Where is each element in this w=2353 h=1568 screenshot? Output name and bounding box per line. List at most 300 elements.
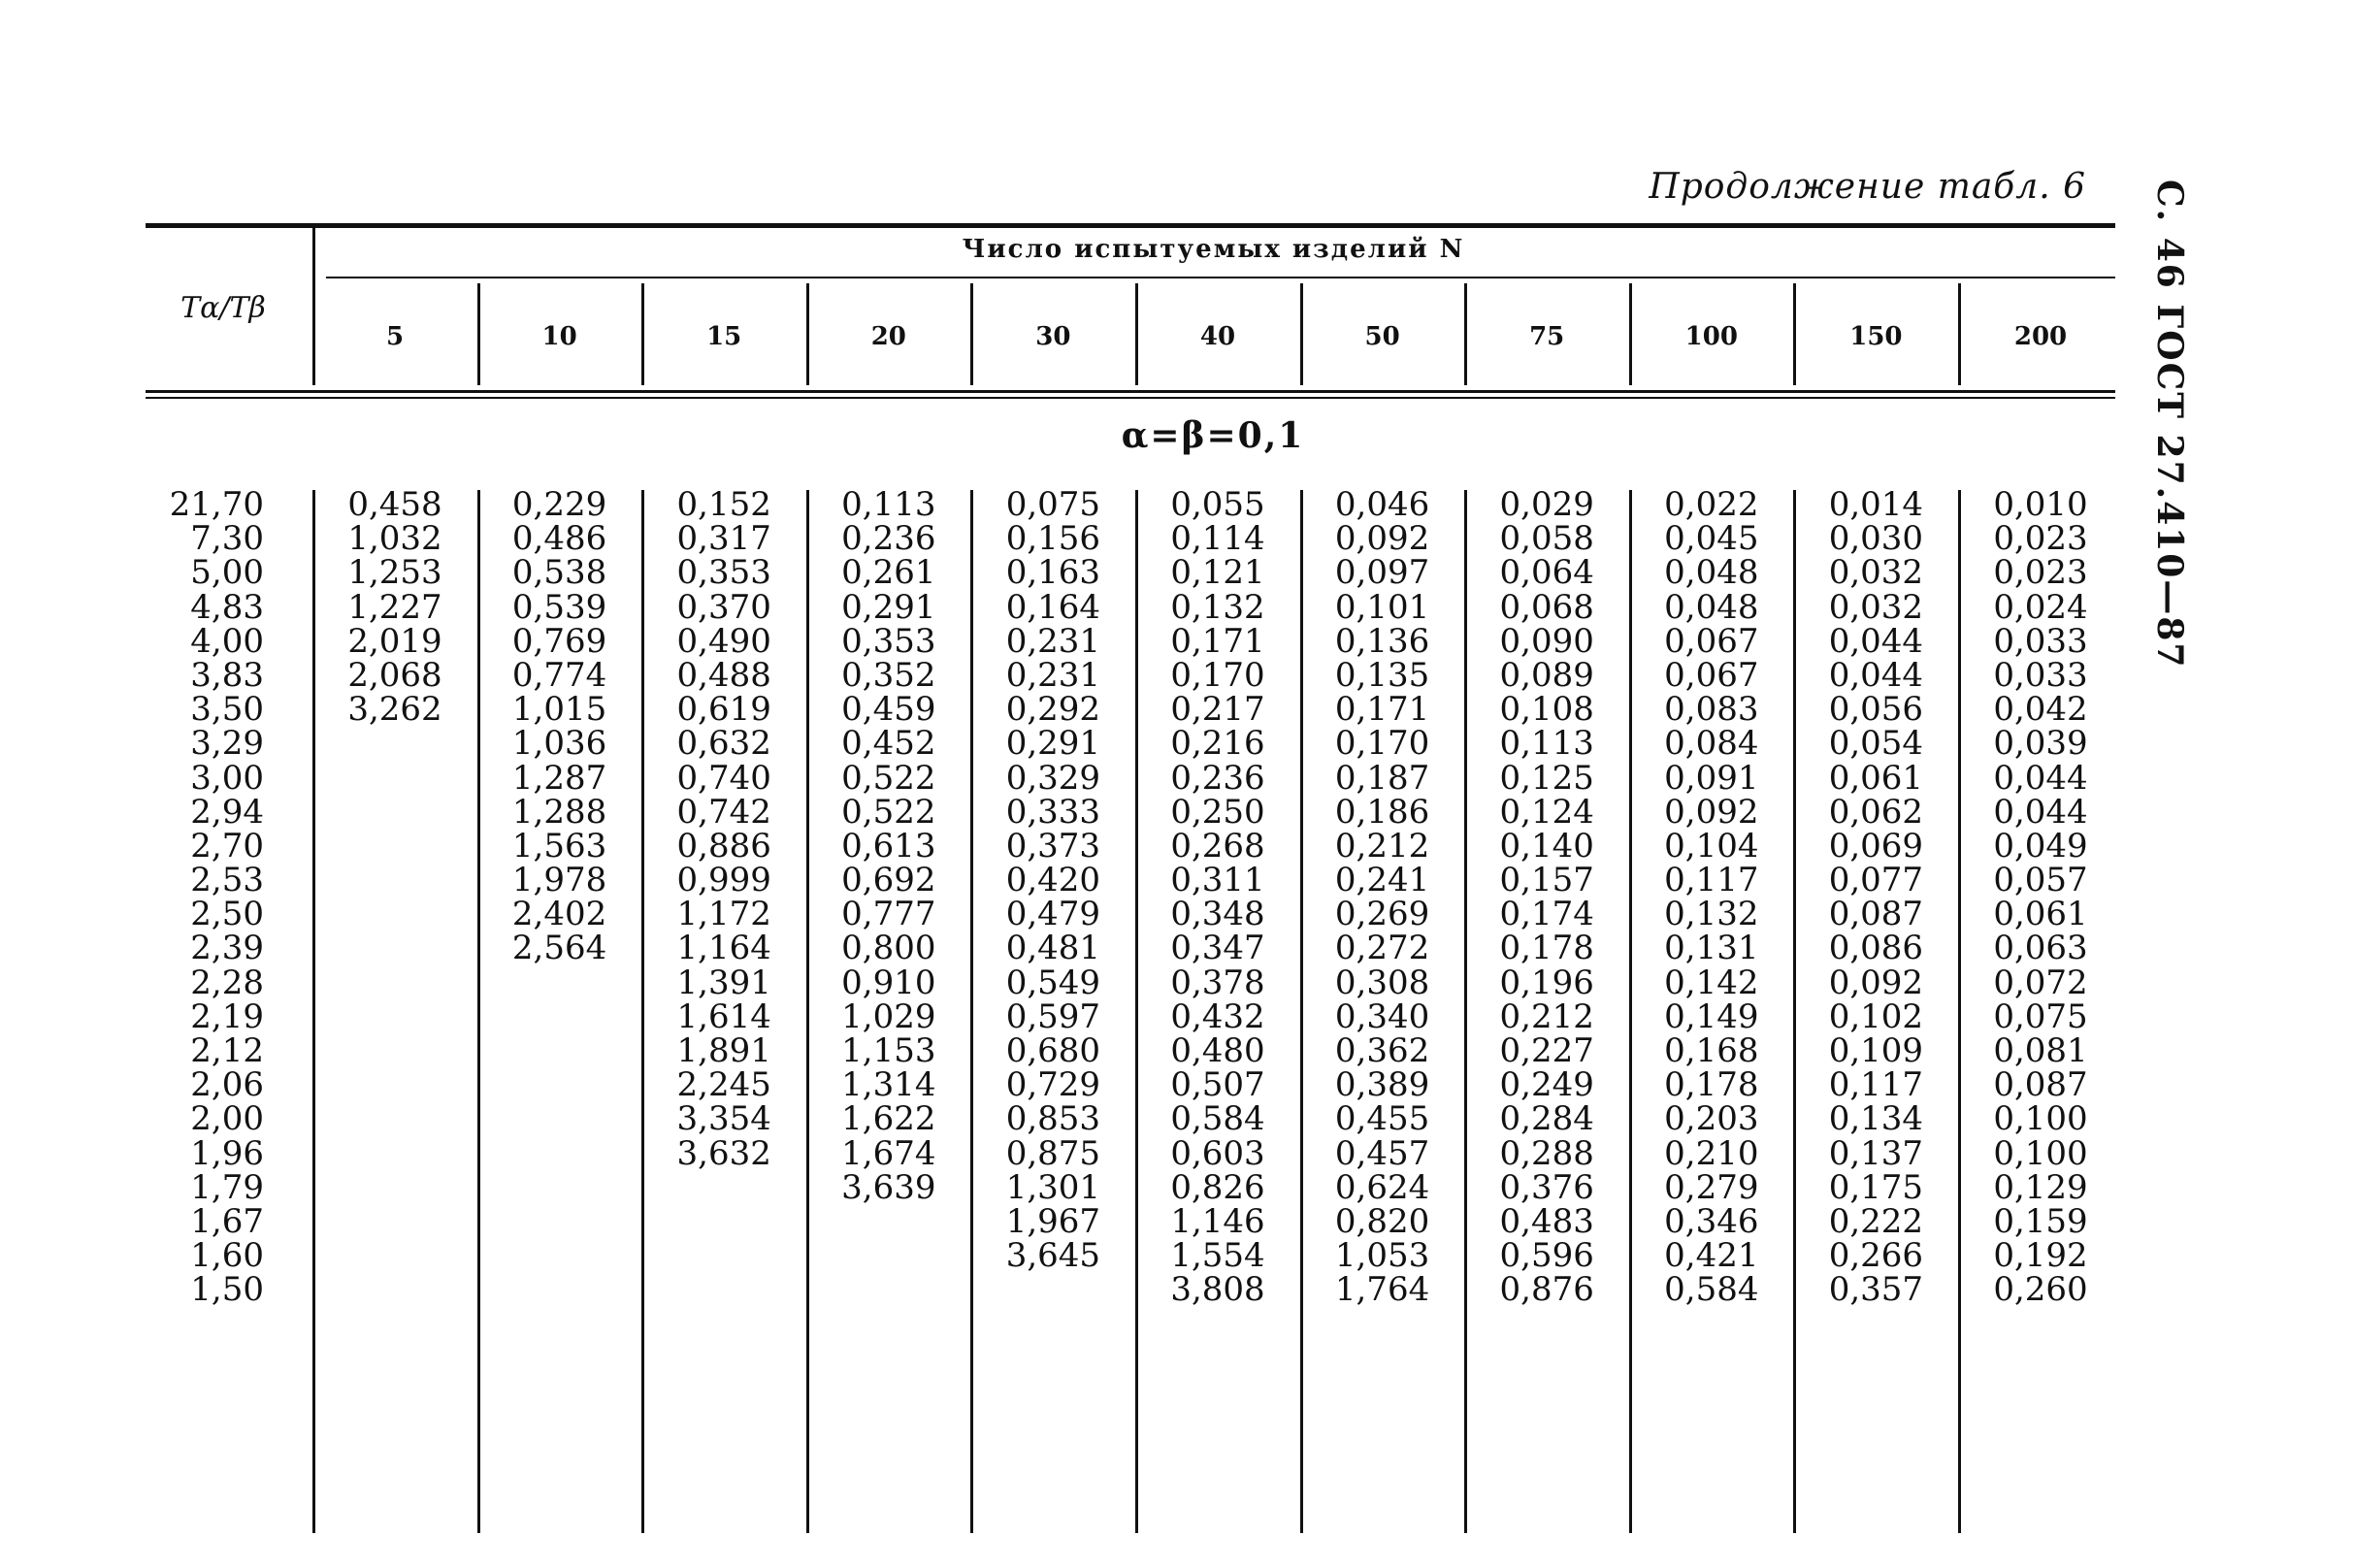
table-cell: 0,072 (1993, 963, 2088, 1002)
table-cell: 0,619 (676, 690, 771, 730)
table-cell: 0,203 (1664, 1099, 1759, 1139)
header-column-divider (1135, 283, 1138, 385)
table-cell: 1,164 (676, 929, 771, 968)
ratio-cell: 2,19 (190, 996, 264, 1036)
table-cell: 0,170 (1334, 724, 1430, 764)
table-cell: 0,229 (511, 485, 607, 524)
body-column-divider (312, 490, 315, 1533)
table-cell: 0,057 (1993, 861, 2088, 900)
body-column-divider (1793, 490, 1796, 1533)
table-cell: 0,853 (1005, 1099, 1101, 1139)
table-cell: 0,486 (511, 519, 607, 559)
body-column-divider (1629, 490, 1632, 1533)
table-cell: 0,129 (1993, 1167, 2088, 1207)
column-header-15: 15 (706, 322, 742, 351)
header-column-divider (1464, 283, 1467, 385)
table-cell: 0,101 (1334, 587, 1430, 627)
column-header-150: 150 (1849, 322, 1903, 351)
table-cell: 1,227 (347, 587, 442, 627)
body-column-divider (1135, 490, 1138, 1533)
ratio-cell: 3,83 (190, 655, 264, 695)
table-cell: 0,083 (1664, 690, 1759, 730)
table-cell: 0,061 (1828, 758, 1924, 798)
ratio-cell: 2,12 (190, 1031, 264, 1070)
body-column-divider (1958, 490, 1961, 1533)
table-cell: 0,121 (1170, 553, 1265, 593)
table-cell: 0,292 (1005, 690, 1101, 730)
table-cell: 0,048 (1664, 553, 1759, 593)
table-cell: 0,164 (1005, 587, 1101, 627)
table-cell: 0,729 (1005, 1065, 1101, 1105)
ratio-cell: 1,67 (190, 1201, 264, 1241)
table-cell: 0,113 (1499, 724, 1594, 764)
table-cell: 0,032 (1828, 553, 1924, 593)
table-cell: 0,346 (1664, 1201, 1759, 1241)
data-column-200 (1958, 485, 2123, 1310)
column-header-50: 50 (1364, 322, 1400, 351)
table-cell: 0,490 (676, 621, 771, 661)
table-cell: 1,314 (841, 1065, 936, 1105)
table-cell: 0,378 (1170, 963, 1265, 1002)
data-column-30 (970, 485, 1135, 1276)
table-cell: 3,639 (841, 1167, 936, 1207)
table-cell: 0,249 (1499, 1065, 1594, 1105)
table-cell: 0,632 (676, 724, 771, 764)
table-cell: 0,376 (1499, 1167, 1594, 1207)
table-cell: 1,978 (511, 861, 607, 900)
table-cell: 0,077 (1828, 861, 1924, 900)
table-cell: 0,125 (1499, 758, 1594, 798)
table-cell: 0,022 (1664, 485, 1759, 524)
table-cell: 0,134 (1828, 1099, 1924, 1139)
table-cell: 0,178 (1664, 1065, 1759, 1105)
table-cell: 0,910 (841, 963, 936, 1002)
header-column-divider (1958, 283, 1961, 385)
group-header-rule (326, 277, 2115, 278)
body-column-divider (806, 490, 809, 1533)
column-header-75: 75 (1529, 322, 1565, 351)
header-column-divider (477, 283, 480, 385)
table-cell: 1,053 (1334, 1236, 1430, 1276)
table-cell: 0,458 (347, 485, 442, 524)
table-cell: 0,774 (511, 655, 607, 695)
ratio-cell: 7,30 (190, 519, 264, 559)
table-cell: 0,347 (1170, 929, 1265, 968)
table-cell: 0,039 (1993, 724, 2088, 764)
table-cell: 0,584 (1664, 1270, 1759, 1310)
table-cell: 0,100 (1993, 1133, 2088, 1173)
ratio-cell: 2,00 (190, 1099, 264, 1139)
table-cell: 0,522 (841, 792, 936, 832)
ratio-cell: 2,06 (190, 1065, 264, 1105)
table-cell: 0,033 (1993, 655, 2088, 695)
table-cell: 0,044 (1993, 792, 2088, 832)
table-cell: 0,231 (1005, 621, 1101, 661)
table-cell: 0,032 (1828, 587, 1924, 627)
table-cell: 0,288 (1499, 1133, 1594, 1173)
table-cell: 0,092 (1664, 792, 1759, 832)
table-cell: 2,402 (511, 895, 607, 934)
data-column-150 (1793, 485, 1958, 1310)
table-cell: 0,308 (1334, 963, 1430, 1002)
table-cell: 0,062 (1828, 792, 1924, 832)
data-column-20 (806, 485, 971, 1207)
table-cell: 0,044 (1993, 758, 2088, 798)
table-cell: 0,091 (1664, 758, 1759, 798)
table-cell: 0,171 (1334, 690, 1430, 730)
table-cell: 0,092 (1828, 963, 1924, 1002)
table-cell: 0,217 (1170, 690, 1265, 730)
table-cell: 1,146 (1170, 1201, 1265, 1241)
table-cell: 0,067 (1664, 655, 1759, 695)
table-cell: 0,097 (1334, 553, 1430, 593)
table-cell: 0,212 (1499, 996, 1594, 1036)
table-top-rule (146, 223, 2115, 228)
group-header: Число испытуемых изделий N (962, 235, 1465, 264)
table-cell: 0,216 (1170, 724, 1265, 764)
table-cell: 0,420 (1005, 861, 1101, 900)
table-cell: 1,036 (511, 724, 607, 764)
table-cell: 0,075 (1993, 996, 2088, 1036)
column-header-30: 30 (1035, 322, 1071, 351)
table-cell: 0,488 (676, 655, 771, 695)
row-header (146, 291, 301, 325)
table-cell: 0,291 (1005, 724, 1101, 764)
body-column-divider (1464, 490, 1467, 1533)
table-cell: 0,227 (1499, 1031, 1594, 1070)
ratio-cell: 2,70 (190, 826, 264, 866)
table-cell: 0,479 (1005, 895, 1101, 934)
table-cell: 0,317 (676, 519, 771, 559)
table-cell: 0,030 (1828, 519, 1924, 559)
table-cell: 0,113 (841, 485, 936, 524)
table-cell: 0,081 (1993, 1031, 2088, 1070)
table-cell: 0,029 (1499, 485, 1594, 524)
table-cell: 1,301 (1005, 1167, 1101, 1207)
ratio-cell: 4,00 (190, 621, 264, 661)
table-cell: 0,140 (1499, 826, 1594, 866)
ratio-cell: 1,79 (190, 1167, 264, 1207)
table-cell: 0,152 (676, 485, 771, 524)
table-cell: 0,045 (1664, 519, 1759, 559)
table-cell: 0,241 (1334, 861, 1430, 900)
table-cell: 0,692 (841, 861, 936, 900)
table-cell: 3,645 (1005, 1236, 1101, 1276)
table-cell: 1,554 (1170, 1236, 1265, 1276)
table-cell: 0,340 (1334, 996, 1430, 1036)
table-cell: 0,044 (1828, 621, 1924, 661)
table-cell: 0,373 (1005, 826, 1101, 866)
table-cell: 0,236 (841, 519, 936, 559)
table-cell: 0,481 (1005, 929, 1101, 968)
table-cell: 0,742 (676, 792, 771, 832)
table-cell: 0,291 (841, 587, 936, 627)
ratio-cell: 2,39 (190, 929, 264, 968)
table-cell: 0,236 (1170, 758, 1265, 798)
table-cell: 1,032 (347, 519, 442, 559)
column-header-200: 200 (2013, 322, 2068, 351)
table-cell: 1,029 (841, 996, 936, 1036)
table-cell: 0,157 (1499, 861, 1594, 900)
table-cell: 0,067 (1664, 621, 1759, 661)
table-cell: 0,192 (1993, 1236, 2088, 1276)
table-cell: 0,507 (1170, 1065, 1265, 1105)
ratio-cell: 3,29 (190, 724, 264, 764)
table-cell: 0,272 (1334, 929, 1430, 968)
table-cell: 1,253 (347, 553, 442, 593)
table-cell: 1,391 (676, 963, 771, 1002)
table-cell: 0,597 (1005, 996, 1101, 1036)
table-cell: 0,175 (1828, 1167, 1924, 1207)
table-cell: 0,089 (1499, 655, 1594, 695)
table-cell: 0,268 (1170, 826, 1265, 866)
table-cell: 0,163 (1005, 553, 1101, 593)
table-cell: 0,584 (1170, 1099, 1265, 1139)
table-continuation-caption: Продолжение табл. 6 (1649, 167, 2086, 207)
table-cell: 0,740 (676, 758, 771, 798)
table-cell: 0,269 (1334, 895, 1430, 934)
table-cell: 1,674 (841, 1133, 936, 1173)
table-cell: 0,135 (1334, 655, 1430, 695)
table-cell: 0,044 (1828, 655, 1924, 695)
ratio-cell: 3,50 (190, 690, 264, 730)
table-cell: 0,084 (1664, 724, 1759, 764)
header-column-divider (806, 283, 809, 385)
data-column-5 (312, 485, 477, 730)
page-reference: С. 46 ГОСТ 27.410—87 (2149, 180, 2190, 670)
column-header-20: 20 (870, 322, 906, 351)
ratio-cell: 1,50 (190, 1270, 264, 1310)
header-column-divider (641, 283, 644, 385)
table-cell: 0,432 (1170, 996, 1265, 1036)
table-cell: 0,131 (1664, 929, 1759, 968)
table-cell: 0,104 (1664, 826, 1759, 866)
table-cell: 0,069 (1828, 826, 1924, 866)
table-cell: 0,452 (841, 724, 936, 764)
ratio-cell: 2,50 (190, 895, 264, 934)
table-cell: 0,250 (1170, 792, 1265, 832)
table-cell: 0,311 (1170, 861, 1265, 900)
body-column-divider (477, 490, 480, 1533)
table-cell: 0,875 (1005, 1133, 1101, 1173)
table-cell: 0,231 (1005, 655, 1101, 695)
table-cell: 0,171 (1170, 621, 1265, 661)
table-cell: 0,279 (1664, 1167, 1759, 1207)
table-cell: 0,100 (1993, 1099, 2088, 1139)
table-cell: 2,564 (511, 929, 607, 968)
table-cell: 0,124 (1499, 792, 1594, 832)
table-cell: 0,159 (1993, 1201, 2088, 1241)
body-column-divider (970, 490, 973, 1533)
table-cell: 0,222 (1828, 1201, 1924, 1241)
table-cell: 0,023 (1993, 553, 2088, 593)
table-cell: 0,826 (1170, 1167, 1265, 1207)
table-cell: 0,156 (1005, 519, 1101, 559)
table-cell: 0,132 (1664, 895, 1759, 934)
table-cell: 0,820 (1334, 1201, 1430, 1241)
ratio-cell: 2,94 (190, 792, 264, 832)
table-cell: 0,480 (1170, 1031, 1265, 1070)
table-cell: 0,056 (1828, 690, 1924, 730)
table-cell: 1,614 (676, 996, 771, 1036)
table-cell: 0,058 (1499, 519, 1594, 559)
column-header-10: 10 (541, 322, 577, 351)
table-cell: 1,288 (511, 792, 607, 832)
table-cell: 1,015 (511, 690, 607, 730)
data-column-50 (1300, 485, 1465, 1310)
ratio-cell: 1,96 (190, 1133, 264, 1173)
table-cell: 0,014 (1828, 485, 1924, 524)
table-cell: 0,136 (1334, 621, 1430, 661)
table-cell: 3,808 (1170, 1270, 1265, 1310)
table-cell: 0,261 (841, 553, 936, 593)
data-column-75 (1464, 485, 1629, 1310)
table-cell: 0,522 (841, 758, 936, 798)
table-cell: 3,354 (676, 1099, 771, 1139)
data-column-100 (1629, 485, 1794, 1310)
table-cell: 0,603 (1170, 1133, 1265, 1173)
table-cell: 0,063 (1993, 929, 2088, 968)
table-cell: 0,455 (1334, 1099, 1430, 1139)
table-cell: 0,348 (1170, 895, 1265, 934)
ratio-cell: 21,70 (169, 485, 264, 524)
table-cell: 1,622 (841, 1099, 936, 1139)
table-cell: 0,333 (1005, 792, 1101, 832)
table-cell: 0,023 (1993, 519, 2088, 559)
table-cell: 0,168 (1664, 1031, 1759, 1070)
table-cell: 3,262 (347, 690, 442, 730)
table-cell: 0,024 (1993, 587, 2088, 627)
table-cell: 0,212 (1334, 826, 1430, 866)
table-cell: 0,170 (1170, 655, 1265, 695)
table-cell: 0,457 (1334, 1133, 1430, 1173)
ratio-column (146, 485, 264, 1310)
table-cell: 0,353 (841, 621, 936, 661)
header-bottom-rule-1 (146, 390, 2115, 393)
table-cell: 0,362 (1334, 1031, 1430, 1070)
table-cell: 0,196 (1499, 963, 1594, 1002)
table-cell: 0,102 (1828, 996, 1924, 1036)
table-cell: 0,117 (1664, 861, 1759, 900)
header-column-divider (1793, 283, 1796, 385)
table-cell: 0,186 (1334, 792, 1430, 832)
table-cell: 0,680 (1005, 1031, 1101, 1070)
row-header-label: Tα/Tβ (180, 291, 266, 325)
ratio-cell: 1,60 (190, 1236, 264, 1276)
table-cell: 0,538 (511, 553, 607, 593)
table-cell: 0,777 (841, 895, 936, 934)
table-cell: 1,967 (1005, 1201, 1101, 1241)
table-cell: 0,596 (1499, 1236, 1594, 1276)
body-column-divider (1300, 490, 1303, 1533)
table-cell: 2,068 (347, 655, 442, 695)
table-cell: 0,108 (1499, 690, 1594, 730)
header-column-divider (1629, 283, 1632, 385)
table-cell: 0,114 (1170, 519, 1265, 559)
table-cell: 0,087 (1993, 1065, 2088, 1105)
table-cell: 0,613 (841, 826, 936, 866)
data-column-10 (477, 485, 642, 968)
table-cell: 0,132 (1170, 587, 1265, 627)
table-cell: 1,764 (1334, 1270, 1430, 1310)
table-cell: 0,329 (1005, 758, 1101, 798)
table-cell: 0,370 (676, 587, 771, 627)
table-cell: 1,153 (841, 1031, 936, 1070)
table-cell: 3,632 (676, 1133, 771, 1173)
table-cell: 0,999 (676, 861, 771, 900)
table-cell: 0,187 (1334, 758, 1430, 798)
table-cell: 0,357 (1828, 1270, 1924, 1310)
ratio-cell: 2,53 (190, 861, 264, 900)
ratio-cell: 4,83 (190, 587, 264, 627)
table-cell: 0,174 (1499, 895, 1594, 934)
table-cell: 0,886 (676, 826, 771, 866)
header-column-divider (970, 283, 973, 385)
table-cell: 1,172 (676, 895, 771, 934)
table-cell: 0,142 (1664, 963, 1759, 1002)
column-header-40: 40 (1199, 322, 1236, 351)
ratio-cell: 3,00 (190, 758, 264, 798)
table-cell: 0,260 (1993, 1270, 2088, 1310)
table-cell: 0,117 (1828, 1065, 1924, 1105)
table-cell: 0,087 (1828, 895, 1924, 934)
table-cell: 0,049 (1993, 826, 2088, 866)
table-cell: 0,389 (1334, 1065, 1430, 1105)
table-cell: 0,075 (1005, 485, 1101, 524)
section-title: α=β=0,1 (1121, 415, 1305, 456)
table-cell: 0,086 (1828, 929, 1924, 968)
body-column-divider (641, 490, 644, 1533)
column-header-5: 5 (385, 322, 405, 351)
ratio-cell: 5,00 (190, 553, 264, 593)
table-cell: 0,539 (511, 587, 607, 627)
table-cell: 0,483 (1499, 1201, 1594, 1241)
table-cell: 0,353 (676, 553, 771, 593)
data-column-15 (641, 485, 806, 1173)
ratio-cell: 2,28 (190, 963, 264, 1002)
table-cell: 0,210 (1664, 1133, 1759, 1173)
table-cell: 0,090 (1499, 621, 1594, 661)
table-cell: 1,891 (676, 1031, 771, 1070)
table-cell: 0,178 (1499, 929, 1594, 968)
table-cell: 0,549 (1005, 963, 1101, 1002)
table-cell: 0,624 (1334, 1167, 1430, 1207)
table-cell: 0,048 (1664, 587, 1759, 627)
header-column-divider (1300, 283, 1303, 385)
table-cell: 0,033 (1993, 621, 2088, 661)
table-cell: 0,042 (1993, 690, 2088, 730)
table-cell: 2,019 (347, 621, 442, 661)
table-cell: 0,352 (841, 655, 936, 695)
table-cell: 0,092 (1334, 519, 1430, 559)
table-cell: 2,245 (676, 1065, 771, 1105)
table-cell: 0,054 (1828, 724, 1924, 764)
table-cell: 0,421 (1664, 1236, 1759, 1276)
table-cell: 1,563 (511, 826, 607, 866)
table-cell: 0,284 (1499, 1099, 1594, 1139)
table-cell: 0,876 (1499, 1270, 1594, 1310)
table-cell: 0,046 (1334, 485, 1430, 524)
table-cell: 0,800 (841, 929, 936, 968)
table-cell: 0,064 (1499, 553, 1594, 593)
table-cell: 0,055 (1170, 485, 1265, 524)
table-cell: 0,068 (1499, 587, 1594, 627)
data-column-40 (1135, 485, 1300, 1310)
table-cell: 0,137 (1828, 1133, 1924, 1173)
table-cell: 0,149 (1664, 996, 1759, 1036)
table-cell: 0,061 (1993, 895, 2088, 934)
table-cell: 0,459 (841, 690, 936, 730)
